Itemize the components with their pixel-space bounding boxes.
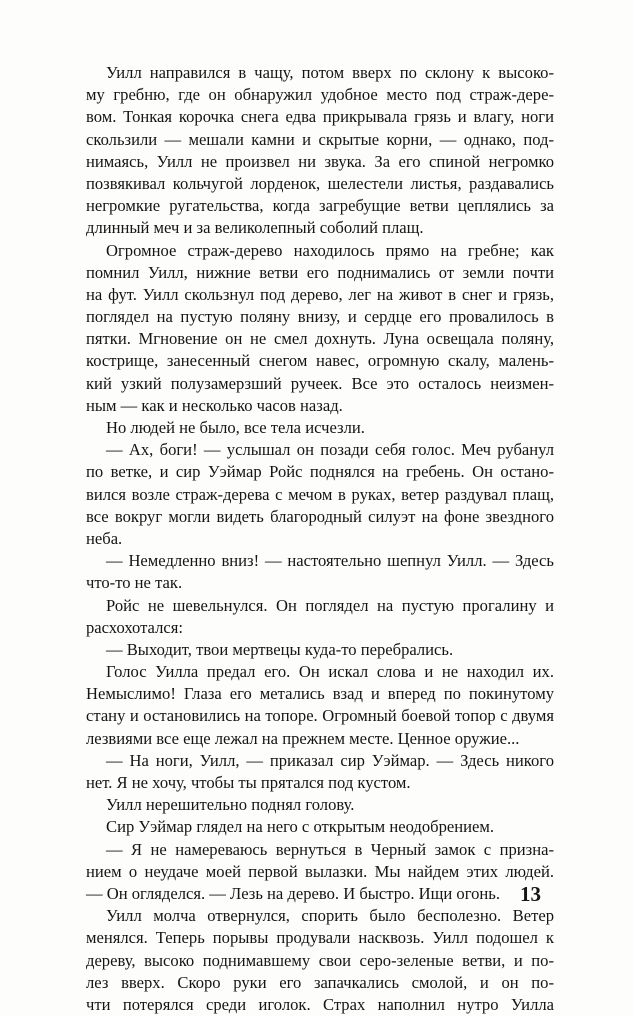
text-line: Голос Уилла предал его. Он искал слова и не находил их. [106,662,554,682]
text-line: Уилл нерешительно поднял голову. [106,795,355,815]
text-line: скользили — мешали камни и скрытые корни, — однако, под- [86,129,554,149]
text-line: му гребню, где он обнаружил удобное место под страж-дере- [86,85,554,105]
text-line: по ветке, и сир Уэймар Ройс поднялся на гребень. Он остано- [86,462,554,482]
text-line: — Ах, боги! — услышал он позади себя голос. Меч рубанул [106,440,554,460]
text-line: чти потерялся среди иголок. Страх наполнил нутро Уилла [86,994,554,1014]
text-line: кий узкий полузамерзший ручеек. Все это осталось неизмен- [86,373,554,393]
text-line: позвякивал кольчугой лорденок, шелестели листья, раздавались [86,173,554,193]
text-line: длинный меч и за великолепный соболий плащ. [86,218,424,238]
text-line: Уилл молча отвернулся, спорить было бесполезно. Ветер [106,906,554,926]
text-line: Сир Уэймар глядел на него с открытым неодобрением. [106,817,495,837]
text-line: неба. [86,528,123,548]
text-line: нет. Я не хочу, чтобы ты прятался под кустом. [86,773,411,792]
page-text [86,62,554,1016]
text-line: лезвиями все еще лежал на прежнем месте. Ценное оружие... [86,728,520,748]
text-line: помнил Уилл, нижние ветви его поднимались от земли почти [86,262,554,282]
text-line: вом. Тонкая корочка снега едва прикрывала грязь и влагу, ноги [86,107,554,127]
text-line: — Выходит, твои мертвецы куда-то перебрались. [106,639,454,659]
text-line: Немыслимо! Глаза его метались взад и вперед по покинутому [86,684,554,704]
text-line: нимаясь, Уилл не произвел ни звука. За его спиной негромко [86,151,554,171]
text-line: нием о неудаче моей первой вылазки. Мы найдем этих людей. [86,861,554,881]
text-line: — Немедленно вниз! — настоятельно шепнул Уилл. — Здесь [106,551,554,571]
text-line: кострище, занесенный снегом навес, огромную скалу, малень- [86,351,554,371]
text-line: — На ноги, Уилл, — приказал сир Уэймар. — Здесь никого [106,750,554,770]
text-line: Огромное страж-дерево находилось прямо на гребне; как [106,240,554,260]
text-line: менялся. Теперь порывы продували насквозь. Уилл подошел к [86,928,554,948]
text-line: стану и остановились на топоре. Огромный боевой топор с двумя [86,706,554,726]
text-line: Но людей не было, все тела исчезли. [106,418,365,437]
page-number: 13 [520,882,541,906]
text-line: все вокруг могли видеть благородный силуэт на фоне звездного [86,506,554,526]
text-line: Ройс не шевельнулся. Он поглядел на пустую прогалину и [106,595,554,615]
text-line: вился возле страж-дерева с мечом в руках, ветер раздувал плащ, [86,484,554,504]
text-line: на фут. Уилл скользнул под дерево, лег на живот в снег и грязь, [86,284,554,304]
text-line: Уилл направился в чащу, потом вверх по склону к высоко- [106,63,554,82]
text-line: лез вверх. Скоро руки его запачкались смолой, и он по- [86,972,554,992]
text-line: негромкие ругательства, когда загребущие ветви цеплялись за [86,196,554,216]
text-line: поглядел на пустую поляну внизу, и сердце его провалилось в [86,307,554,327]
text-line: пятки. Мгновение он не смел дохнуть. Луна освещала поляну, [86,329,554,349]
text-line: расхохотался: [86,617,183,637]
text-line: ным — как и несколько часов назад. [86,395,343,415]
text-line: что-то не так. [86,573,183,593]
text-line: дереву, высоко поднимавшему свои серо-зеленые ветви, и по- [86,950,554,970]
text-line: — Я не намереваюсь вернуться в Черный замок с призна- [106,839,554,859]
text-line: — Он огляделся. — Лезь на дерево. И быстро. Ищи огонь. [86,883,501,903]
